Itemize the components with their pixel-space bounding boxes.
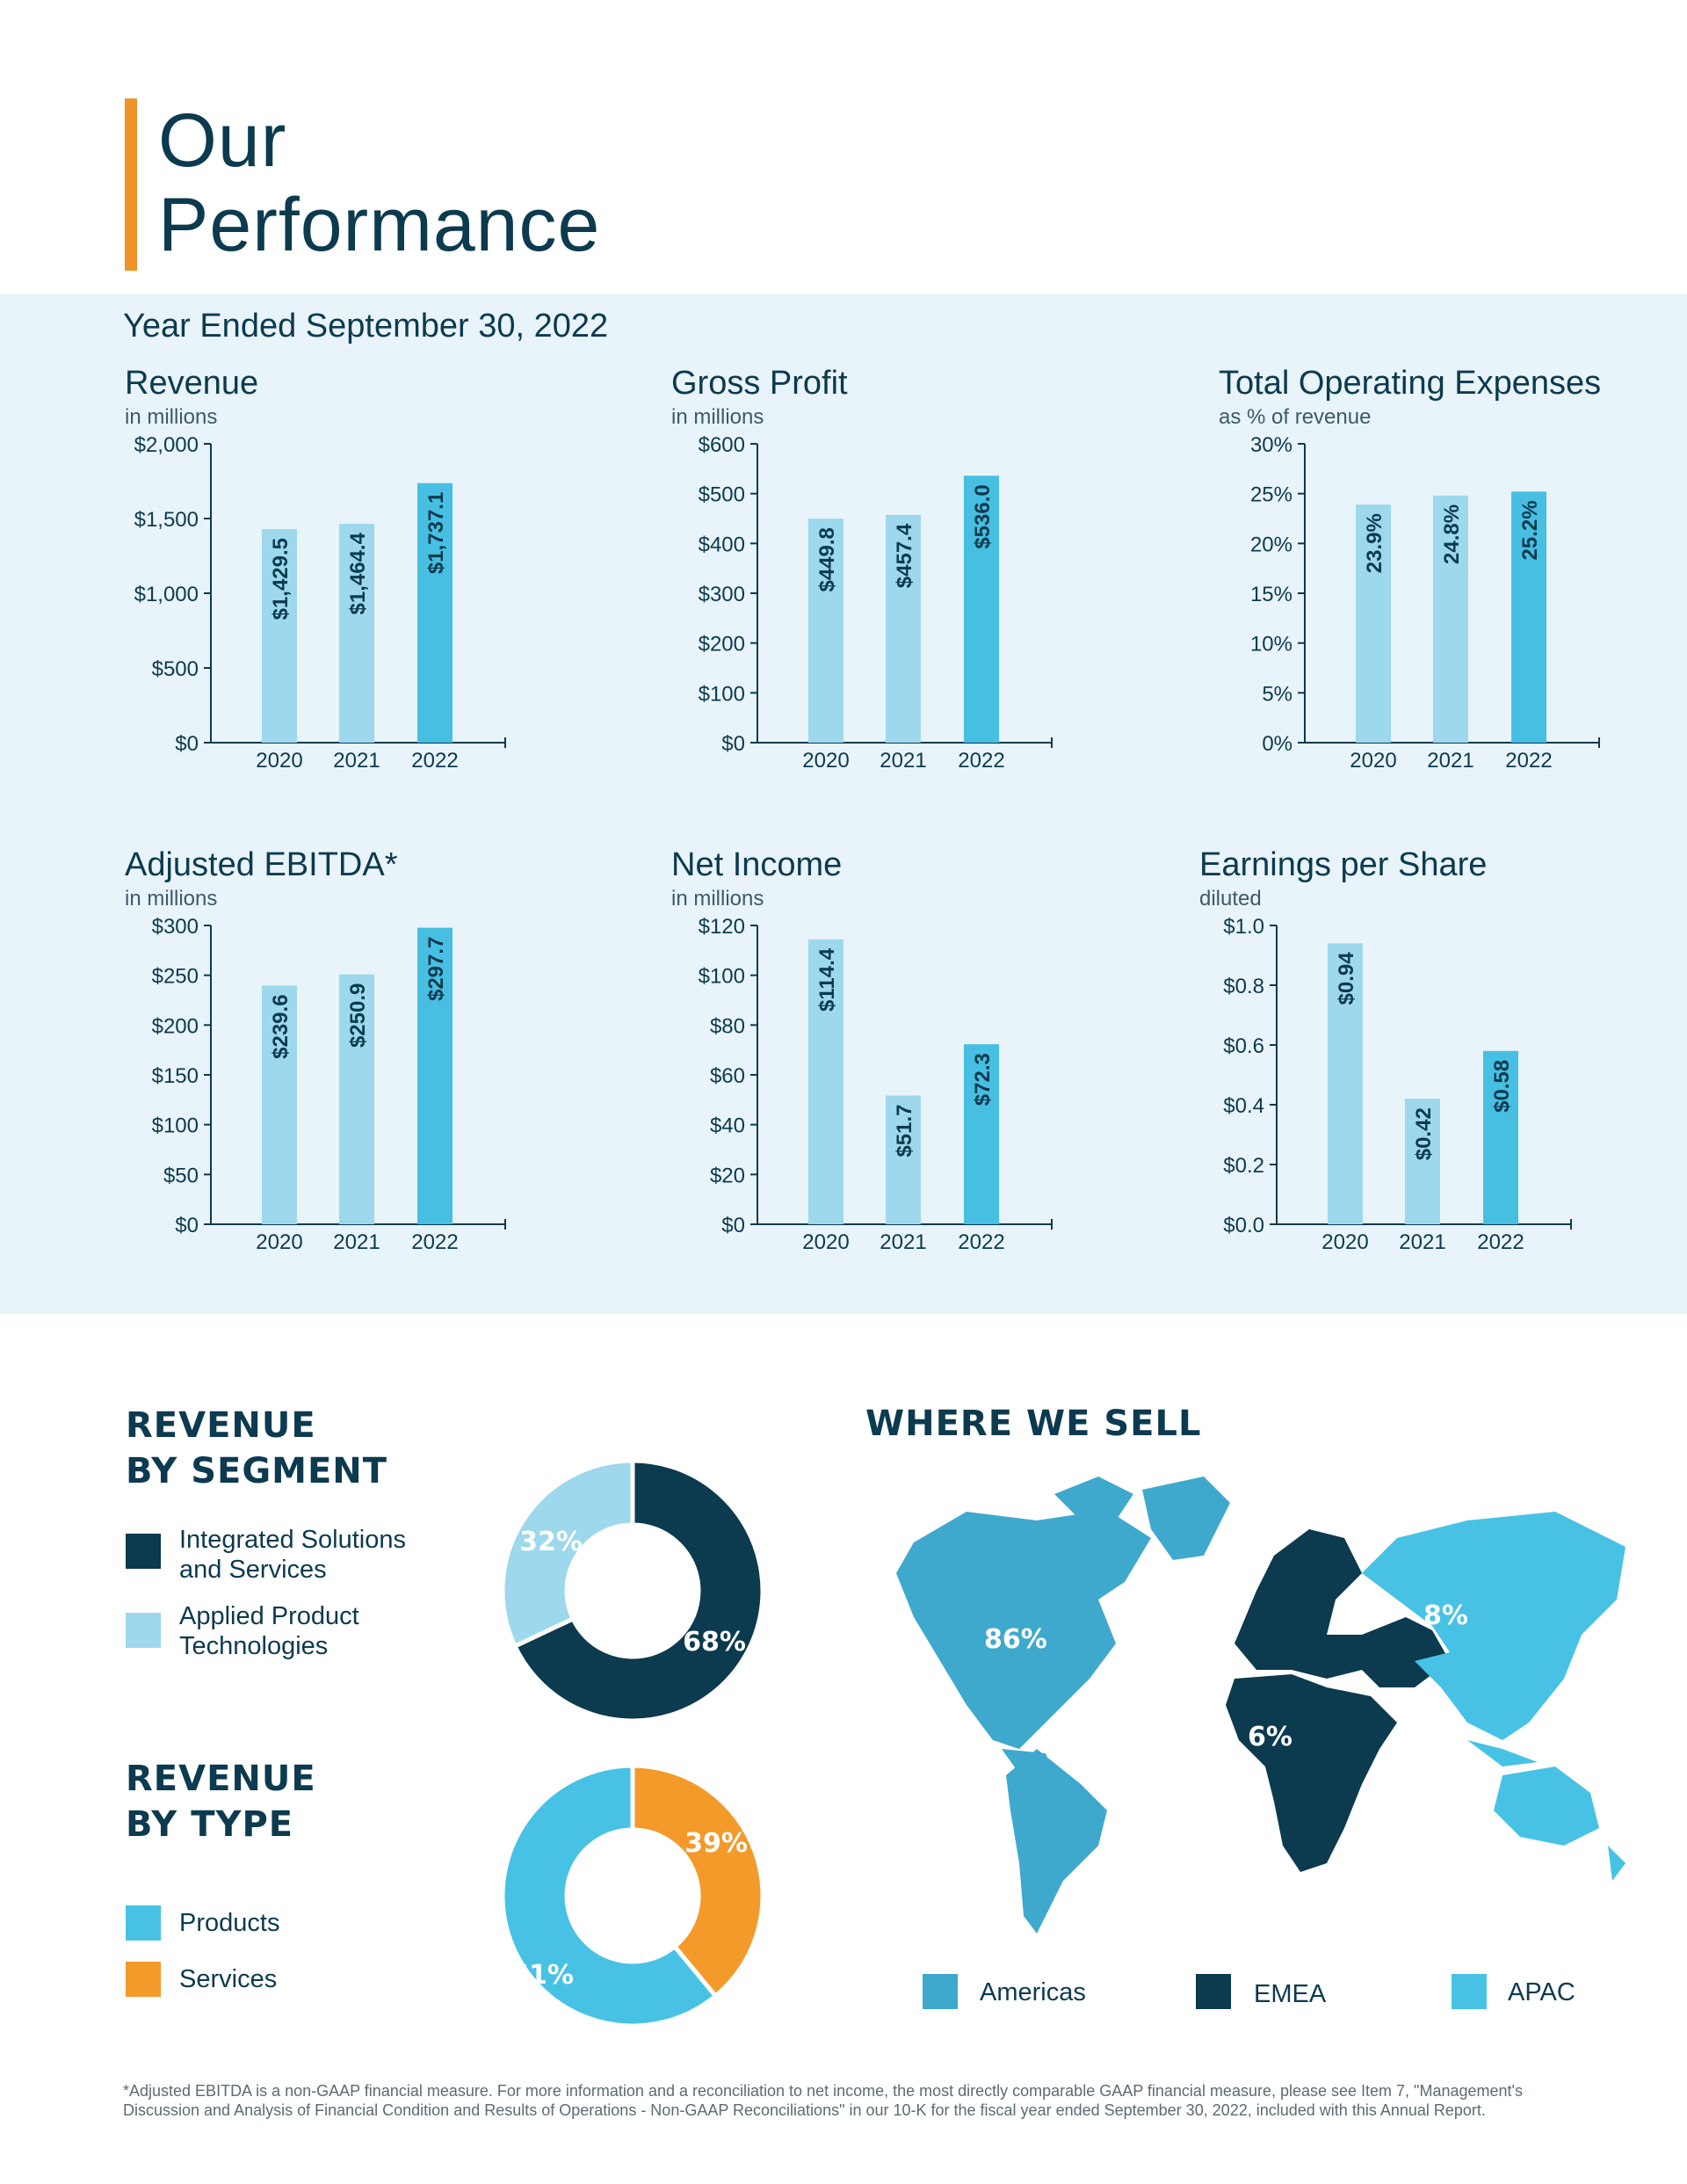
y-tick-label: $300 (698, 583, 745, 606)
data-label: 24.8% (1440, 504, 1464, 564)
segment-heading (126, 1403, 387, 1494)
x-tick-label: 2021 (333, 1230, 380, 1254)
page-title-line2: Performance (158, 183, 601, 267)
chart-subtitle: diluted (1199, 887, 1262, 911)
legend-line: and Services (179, 1556, 327, 1584)
y-tick-label: $100 (698, 964, 745, 989)
y-tick-label: 30% (1249, 433, 1292, 457)
legend-swatch-services (126, 1962, 161, 1997)
americas-region (896, 1477, 1230, 1934)
y-tick-label: $80 (709, 1014, 745, 1039)
y-tick-label: $40 (709, 1114, 745, 1138)
legend-emea: EMEA (1254, 1980, 1327, 2008)
net-income-chart (670, 846, 1162, 1303)
world-map-svg (835, 1459, 1643, 1951)
type-heading-line1: REVENUE (126, 1759, 316, 1799)
y-tick-label: $1,500 (134, 508, 199, 532)
x-tick-label: 2020 (256, 749, 303, 773)
y-tick-label: $0.2 (1223, 1154, 1264, 1178)
chart-title: Revenue (125, 365, 259, 402)
page-title-line1: Our (158, 98, 287, 183)
legend-line: Integrated Solutions (179, 1526, 406, 1554)
x-tick-label: 2021 (1427, 749, 1474, 773)
y-tick-label: $0.0 (1223, 1214, 1264, 1237)
data-label: $0.58 (1490, 1059, 1514, 1113)
data-label: $72.3 (971, 1053, 995, 1107)
y-tick-label: $500 (698, 483, 745, 507)
legend-swatch-products (126, 1905, 161, 1941)
slice-label: 39% (684, 1828, 748, 1859)
apac-region (1362, 1512, 1625, 1881)
data-label: 23.9% (1363, 513, 1387, 574)
x-tick-label: 2021 (880, 1230, 927, 1254)
x-tick-label: 2020 (1350, 749, 1397, 773)
revenue-chart-plot (123, 435, 580, 822)
y-tick-label: $0.6 (1223, 1034, 1264, 1058)
net-income-chart-plot (670, 917, 1126, 1303)
data-label: $457.4 (893, 523, 916, 589)
x-tick-label: 2022 (1505, 749, 1553, 773)
legend-line: Applied Product (179, 1602, 359, 1630)
map-heading: WHERE WE SELL (865, 1404, 1202, 1444)
type-heading-line2: BY TYPE (126, 1804, 294, 1845)
legend-americas: Americas (980, 1978, 1086, 2006)
data-label: $0.42 (1412, 1107, 1436, 1161)
eps-chart (1198, 846, 1687, 1303)
chart-title: Earnings per Share (1199, 846, 1488, 883)
revenue-chart (123, 365, 615, 822)
data-label: $1,737.1 (424, 491, 448, 575)
chart-subtitle: as % of revenue (1219, 405, 1372, 429)
adjusted-ebitda-chart-plot (123, 917, 580, 1303)
legend-integrated-solutions (179, 1525, 406, 1585)
y-tick-label: $250 (151, 964, 199, 989)
americas-value: 86% (984, 1624, 1047, 1655)
slice-label: 61% (510, 1960, 574, 1991)
data-label: $297.7 (424, 936, 448, 1002)
data-label: $0.94 (1335, 952, 1358, 1005)
legend-swatch-applied (126, 1613, 161, 1648)
chart-title: Net Income (671, 846, 843, 883)
operating-expenses-chart (1217, 365, 1687, 822)
y-tick-label: $0.4 (1223, 1094, 1264, 1118)
y-tick-label: $60 (709, 1064, 745, 1088)
segment-donut (492, 1450, 773, 1731)
y-tick-label: $100 (698, 682, 745, 707)
data-label: $1,464.4 (346, 533, 370, 615)
y-tick-label: 5% (1262, 682, 1292, 707)
data-label: $1,429.5 (269, 537, 293, 620)
page-title (158, 98, 600, 267)
legend-services: Services (179, 1965, 278, 1993)
y-tick-label: $20 (709, 1164, 745, 1188)
title-accent-bar (125, 98, 137, 271)
y-tick-label: $300 (151, 915, 199, 939)
world-map (835, 1459, 1643, 1951)
emea-value: 6% (1248, 1722, 1292, 1752)
y-tick-label: $500 (151, 657, 199, 681)
data-label: $51.7 (893, 1104, 916, 1157)
chart-subtitle: in millions (671, 887, 764, 911)
slice-label: 68% (683, 1627, 746, 1658)
y-tick-label: $400 (698, 533, 745, 557)
y-tick-label: 10% (1249, 632, 1292, 657)
x-tick-label: 2021 (333, 749, 380, 773)
data-label: $449.8 (815, 527, 839, 592)
period-subtitle: Year Ended September 30, 2022 (123, 308, 609, 345)
x-tick-label: 2021 (880, 749, 927, 773)
legend-apac: APAC (1508, 1978, 1575, 2006)
y-tick-label: $2,000 (134, 433, 199, 457)
x-tick-label: 2022 (1477, 1230, 1524, 1254)
y-tick-label: $0 (721, 1214, 745, 1237)
adjusted-ebitda-chart (123, 846, 615, 1303)
x-tick-label: 2020 (1321, 1230, 1369, 1254)
y-tick-label: 15% (1249, 583, 1292, 606)
y-tick-label: $1.0 (1223, 915, 1264, 939)
segment-heading-line2: BY SEGMENT (126, 1451, 388, 1491)
x-tick-label: 2020 (802, 1230, 850, 1254)
data-label: $250.9 (346, 983, 370, 1048)
chart-title: Adjusted EBITDA* (125, 846, 398, 883)
gross-profit-chart-plot (670, 435, 1126, 822)
segment-heading-line1: REVENUE (126, 1405, 316, 1446)
legend-swatch-integrated (126, 1534, 161, 1569)
type-donut (492, 1755, 773, 2036)
y-tick-label: $600 (698, 433, 745, 457)
y-tick-label: $100 (151, 1114, 199, 1138)
legend-applied-product (179, 1601, 359, 1661)
legend-swatch-apac (1452, 1974, 1487, 2009)
x-tick-label: 2020 (802, 749, 850, 773)
y-tick-label: $0.8 (1223, 975, 1264, 998)
chart-subtitle: in millions (125, 887, 218, 911)
chart-subtitle: in millions (671, 405, 764, 429)
type-heading (126, 1756, 316, 1847)
y-tick-label: $200 (151, 1014, 199, 1039)
legend-swatch-americas (923, 1974, 958, 2009)
x-tick-label: 2022 (411, 749, 459, 773)
y-tick-label: 0% (1262, 732, 1292, 756)
y-tick-label: 20% (1249, 533, 1292, 557)
legend-swatch-emea (1196, 1974, 1231, 2009)
gross-profit-chart (670, 365, 1162, 822)
data-label: $114.4 (815, 947, 839, 1012)
legend-products: Products (179, 1909, 280, 1937)
x-tick-label: 2022 (958, 749, 1005, 773)
eps-chart-plot (1198, 917, 1672, 1303)
chart-title: Gross Profit (671, 365, 848, 402)
data-label: $536.0 (971, 484, 995, 549)
y-tick-label: $120 (698, 915, 745, 939)
apac-value: 8% (1423, 1600, 1468, 1631)
chart-subtitle: in millions (125, 405, 218, 429)
data-label: 25.2% (1518, 500, 1542, 561)
y-tick-label: 25% (1249, 483, 1292, 507)
x-tick-label: 2021 (1399, 1230, 1446, 1254)
data-label: $239.6 (269, 994, 293, 1059)
y-tick-label: $1,000 (134, 583, 199, 606)
operating-expenses-chart-plot (1217, 435, 1674, 822)
y-tick-label: $200 (698, 632, 745, 657)
x-tick-label: 2022 (958, 1230, 1005, 1254)
y-tick-label: $50 (163, 1164, 199, 1188)
footnote: *Adjusted EBITDA is a non-GAAP financial measure. For more information and a reconciliation to net income, the most directly comparable GAAP financial measure, please see Item 7, "Management's Discussion and Analysis of Financial Condition and Results of Operations - Non-GAAP Reconciliations" in our 10-K for the fiscal year ended September 30, 2022, included with this Annual Report. (123, 2082, 1523, 2119)
y-tick-label: $150 (151, 1064, 199, 1088)
legend-line: Technologies (179, 1632, 329, 1660)
y-tick-label: $0 (175, 1214, 199, 1237)
y-tick-label: $0 (721, 732, 745, 756)
slice-label: 32% (519, 1527, 583, 1557)
y-tick-label: $0 (175, 732, 199, 756)
x-tick-label: 2022 (411, 1230, 459, 1254)
x-tick-label: 2020 (256, 1230, 303, 1254)
chart-title: Total Operating Expenses (1219, 365, 1602, 402)
